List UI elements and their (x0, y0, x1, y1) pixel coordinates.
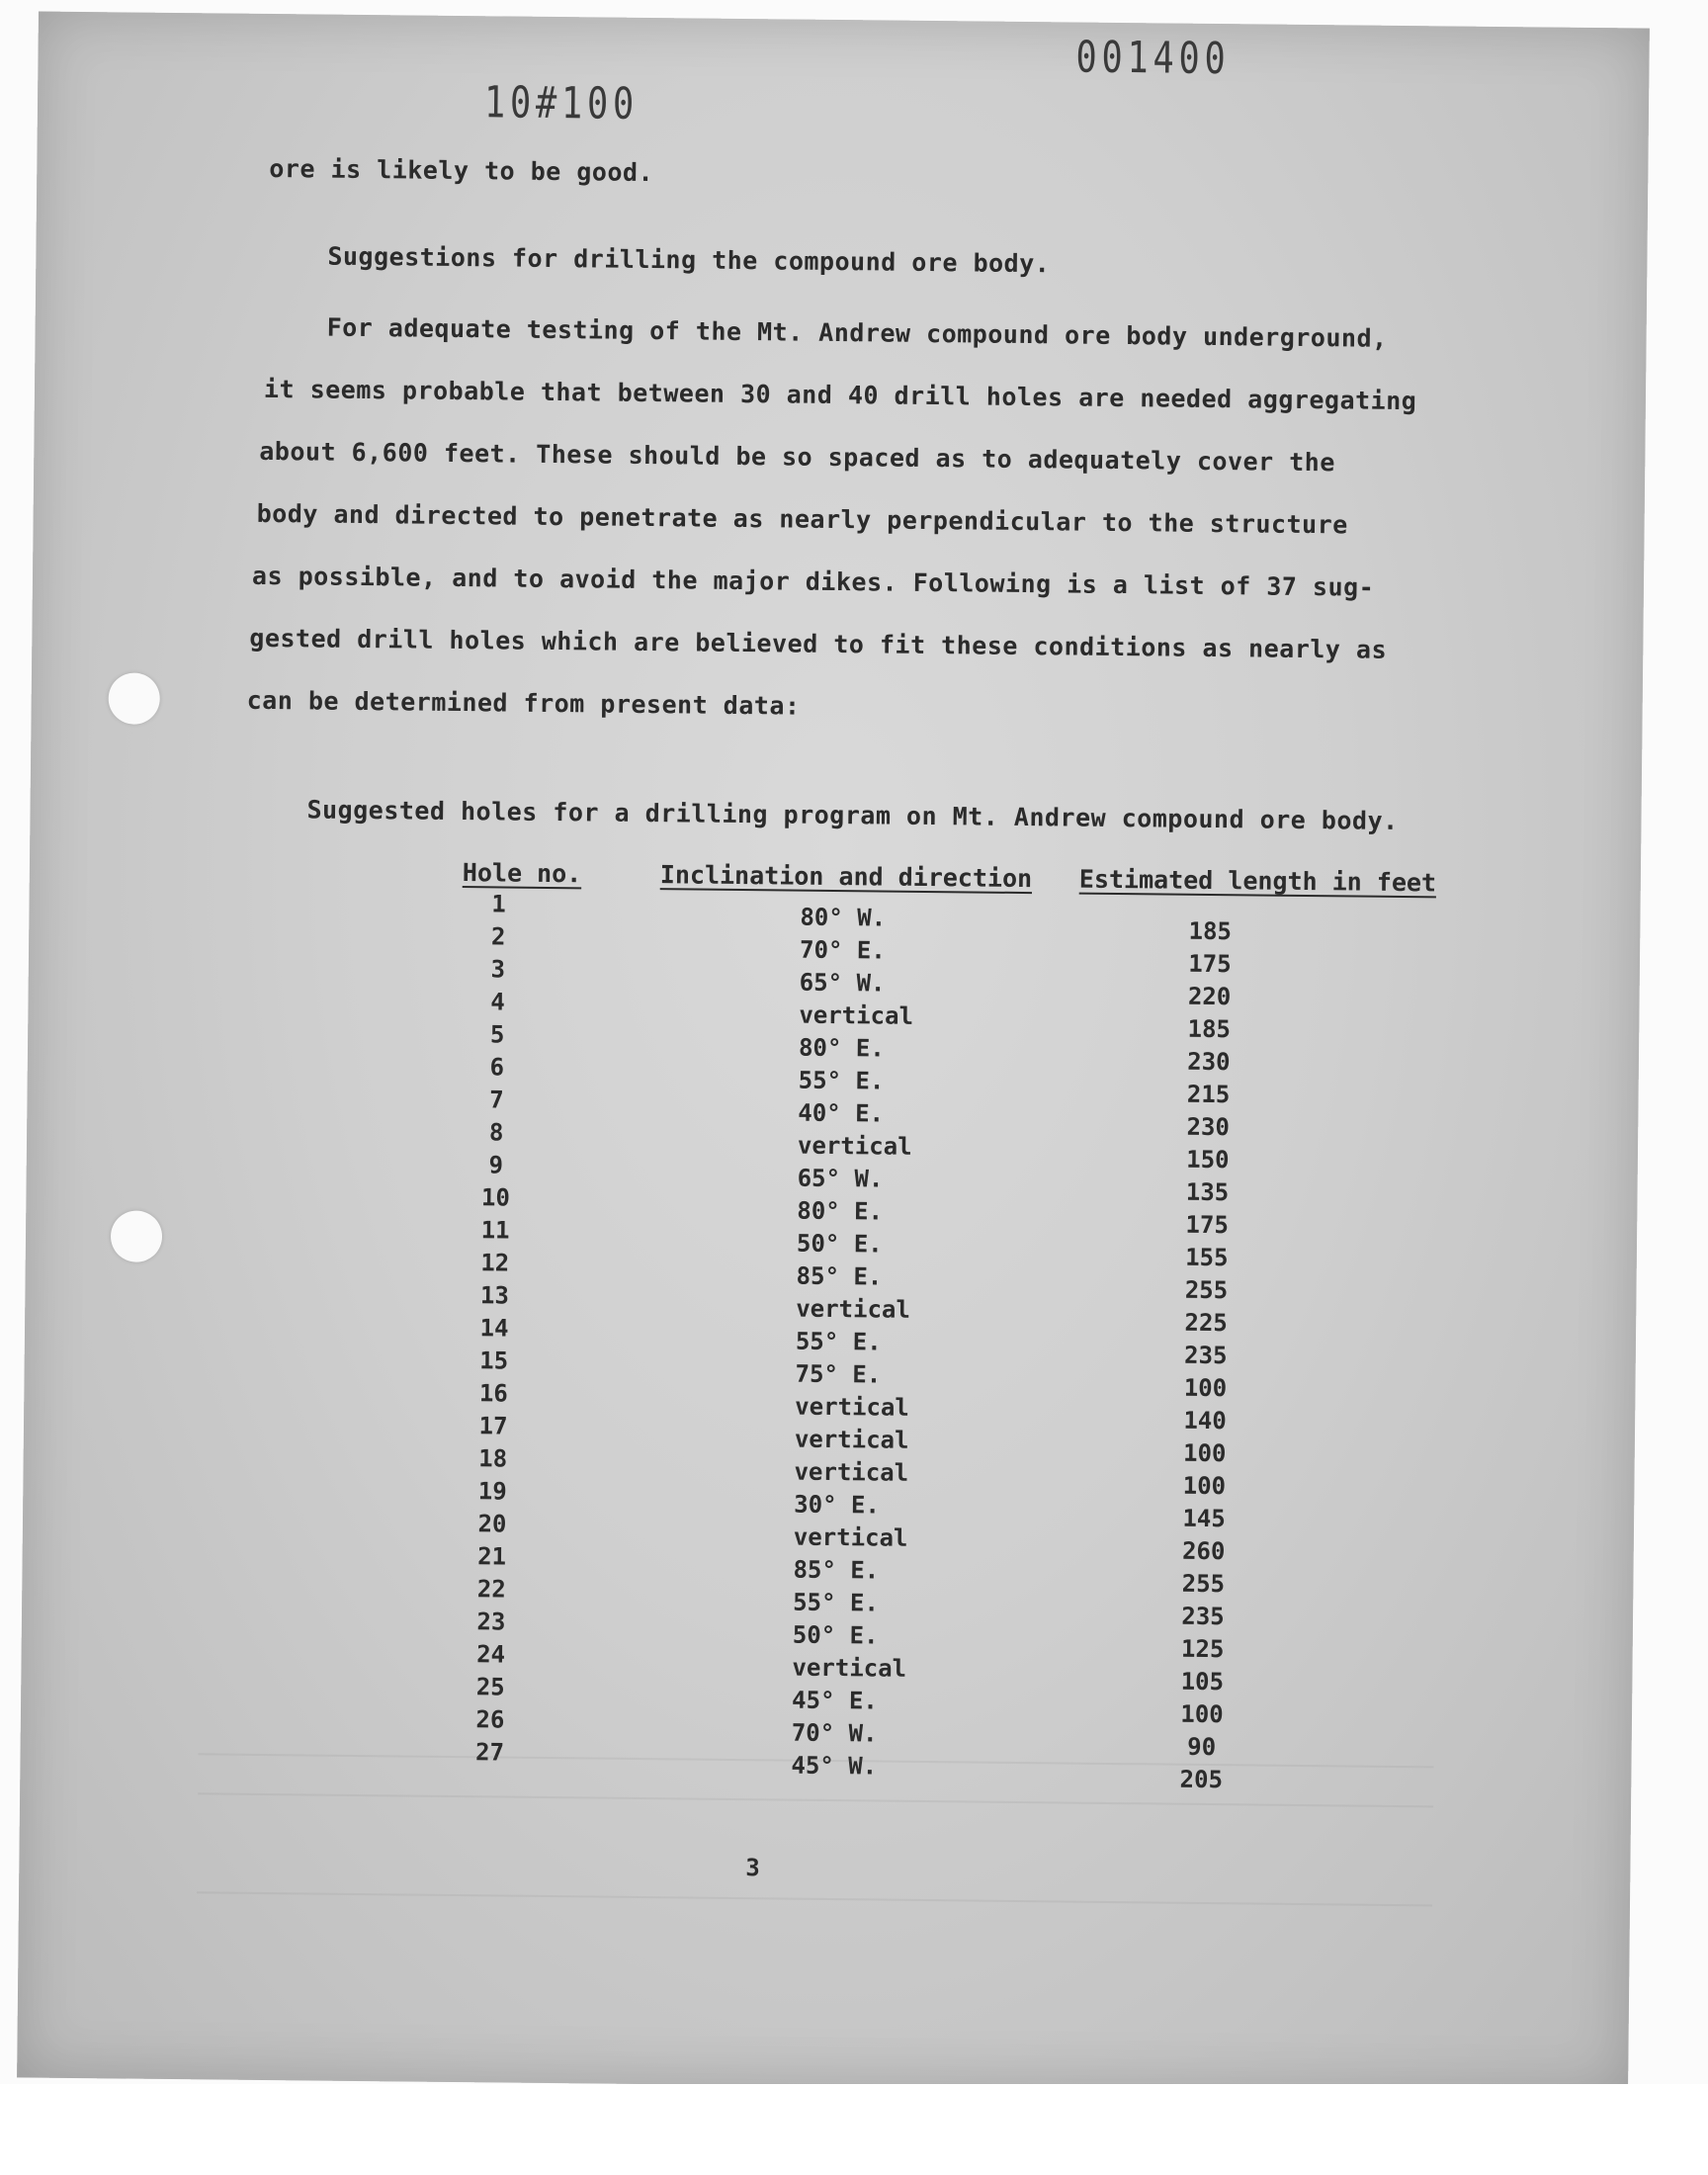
hole-number-cell: 23 (476, 1608, 506, 1636)
inclination-cell: 75° E. (795, 1359, 882, 1389)
hole-number-cell: 24 (476, 1640, 506, 1669)
length-cell: 215 (1186, 1080, 1231, 1109)
inclination-cell: 65° W. (797, 1164, 884, 1193)
hole-number-cell: 22 (476, 1575, 506, 1604)
continuation-text: ore is likely to be good. (269, 153, 654, 188)
length-cell: 125 (1180, 1634, 1225, 1664)
header-inclination: Inclination and direction (659, 860, 1033, 894)
inclination-cell: 65° W. (799, 968, 886, 998)
bleed-through-line (197, 1891, 1432, 1906)
inclination-cell: 70° E. (799, 935, 886, 965)
length-cell: 230 (1186, 1112, 1231, 1142)
hole-number-cell: 14 (479, 1314, 509, 1343)
hole-number-cell: 16 (478, 1379, 508, 1408)
inclination-cell: 85° E. (796, 1262, 883, 1291)
table-caption: Suggested holes for a drilling program on Mt. Andrew compound ore body. (306, 795, 1399, 835)
inclination-cell: 55° E. (798, 1066, 885, 1095)
hole-number-cell: 10 (480, 1183, 511, 1212)
hole-number-cell: 6 (489, 1053, 505, 1082)
length-cell: 185 (1188, 916, 1233, 946)
inclination-cell: 80° E. (797, 1196, 884, 1226)
body-line: about 6,600 feet. These should be so spaced as to adequately cover the (259, 436, 1336, 478)
section-heading: Suggestions for drilling the compound ore body. (327, 241, 1051, 279)
inclination-cell: vertical (794, 1457, 909, 1487)
length-cell: 235 (1183, 1341, 1228, 1370)
inclination-cell: 40° E. (798, 1098, 885, 1128)
hole-number-cell: 12 (480, 1249, 510, 1277)
hole-number-cell: 1 (491, 890, 506, 918)
hole-number-cell: 8 (488, 1118, 504, 1147)
hole-number-cell: 7 (489, 1086, 504, 1114)
inclination-cell: vertical (796, 1294, 911, 1324)
body-line: can be determined from present data: (246, 685, 801, 721)
body-line: For adequate testing of the Mt. Andrew compound ore body underground, (326, 312, 1388, 353)
inclination-cell: 50° E. (796, 1229, 883, 1259)
length-cell: 145 (1182, 1504, 1226, 1533)
length-cell: 140 (1183, 1406, 1227, 1436)
length-cell: 230 (1187, 1047, 1231, 1077)
length-cell: 220 (1187, 982, 1232, 1011)
inclination-cell: 80° E. (798, 1033, 885, 1063)
length-cell: 100 (1182, 1438, 1227, 1468)
length-cell: 255 (1181, 1569, 1226, 1599)
document-page (17, 12, 1650, 2095)
body-line: it seems probable that between 30 and 40 drill holes are needed aggregating (263, 374, 1417, 416)
inclination-cell: 70° W. (791, 1718, 878, 1748)
hole-number-cell: 21 (477, 1542, 507, 1571)
hole-number-cell: 5 (489, 1020, 505, 1049)
length-cell: 100 (1183, 1373, 1228, 1403)
inclination-cell: vertical (797, 1131, 912, 1161)
inclination-cell: vertical (792, 1653, 907, 1683)
inclination-cell: vertical (795, 1392, 909, 1422)
length-cell: 135 (1185, 1177, 1230, 1207)
column-inclinations (791, 902, 914, 1784)
inclination-cell: 30° E. (794, 1490, 881, 1520)
binder-hole-upper (108, 672, 160, 725)
body-line: as possible, and to avoid the major dikes. Following is a list of 37 sug- (251, 561, 1375, 602)
hole-number-cell: 11 (480, 1216, 510, 1245)
stamp-top-right: 001400 (1075, 32, 1231, 85)
binder-hole-lower (111, 1210, 163, 1262)
hole-number-cell: 18 (478, 1444, 508, 1473)
inclination-cell: vertical (799, 1000, 914, 1030)
length-cell: 150 (1186, 1145, 1230, 1174)
hole-number-cell: 26 (475, 1705, 505, 1734)
stamp-top-left: 10#100 (483, 77, 640, 130)
hole-number-cell: 4 (490, 988, 505, 1016)
inclination-cell: 50° E. (792, 1620, 879, 1650)
hole-number-cell: 20 (477, 1510, 507, 1538)
hole-number-cell: 9 (488, 1151, 504, 1179)
length-cell: 260 (1181, 1536, 1226, 1566)
inclination-cell: 45° W. (791, 1751, 878, 1781)
header-length: Estimated length in feet (1078, 864, 1437, 898)
page-number: 3 (745, 1854, 760, 1882)
scan-bottom-margin (0, 2084, 1708, 2175)
hole-number-cell: 3 (490, 955, 506, 984)
hole-number-cell: 27 (474, 1738, 505, 1767)
length-cell: 255 (1184, 1275, 1229, 1305)
inclination-cell: 45° E. (791, 1686, 878, 1715)
inclination-cell: 55° E. (795, 1327, 882, 1356)
hole-number-cell: 13 (479, 1281, 510, 1310)
hole-number-cell: 17 (478, 1412, 508, 1440)
column-lengths (1147, 914, 1264, 1796)
inclination-cell: 80° W. (800, 903, 887, 932)
header-hole-no: Hole no. (462, 858, 582, 889)
hole-number-cell: 25 (475, 1673, 505, 1701)
hole-number-cell: 19 (477, 1477, 507, 1506)
hole-number-cell: 2 (490, 922, 506, 951)
inclination-cell: vertical (794, 1425, 909, 1454)
inclination-cell: 85° E. (793, 1555, 880, 1585)
length-cell: 175 (1188, 949, 1232, 979)
inclination-cell: vertical (793, 1522, 908, 1552)
length-cell: 205 (1179, 1765, 1224, 1794)
length-cell: 225 (1184, 1308, 1228, 1338)
length-cell: 90 (1187, 1732, 1217, 1762)
body-line: gested drill holes which are believed to fit these conditions as nearly as (249, 623, 1388, 664)
length-cell: 100 (1180, 1699, 1224, 1729)
hole-number-cell: 15 (479, 1347, 509, 1375)
column-hole-numbers (445, 888, 543, 1770)
length-cell: 105 (1180, 1667, 1225, 1696)
length-cell: 100 (1182, 1471, 1227, 1501)
length-cell: 155 (1185, 1243, 1229, 1272)
length-cell: 175 (1185, 1210, 1230, 1240)
length-cell: 185 (1187, 1014, 1232, 1044)
body-line: body and directed to penetrate as nearly perpendicular to the structure (256, 498, 1348, 540)
length-cell: 235 (1181, 1602, 1225, 1631)
inclination-cell: 55° E. (793, 1588, 880, 1617)
